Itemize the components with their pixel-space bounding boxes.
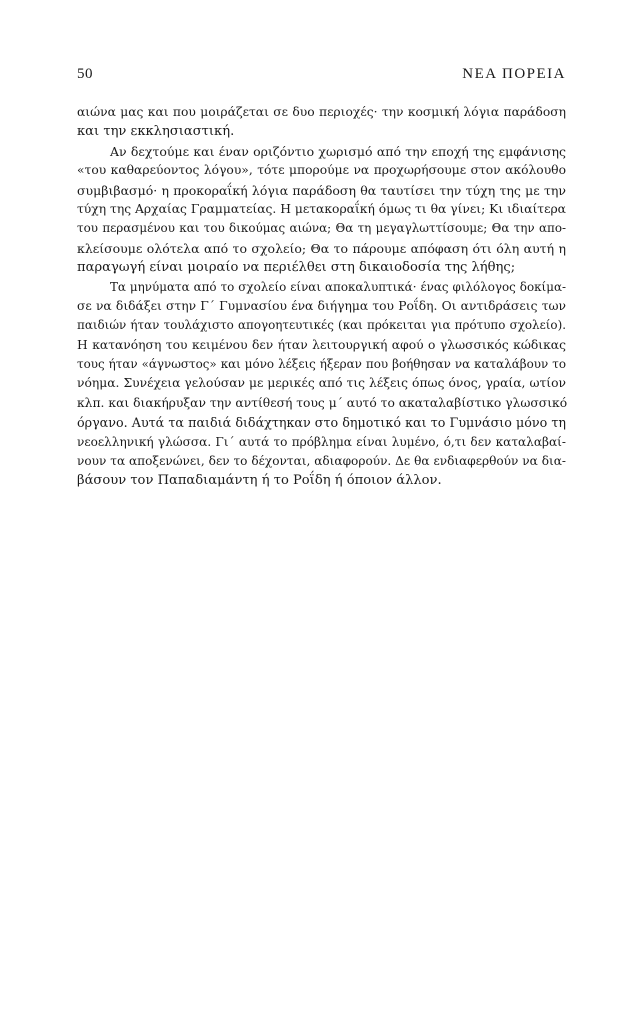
text-line: όργανο. Αυτά τα παιδιά διδάχτηκαν στο δημοτικό και το Γυμνάσιο μόνο τη <box>77 415 566 431</box>
text-line: κλείσουμε ολότελα από το σχολείο; Θα το πάρουμε απόφαση ότι όλη αυτή η <box>77 240 566 256</box>
text-line: βάσουν τον Παπαδιαμάντη ή το Ροΐδη ή όποιον άλλον. <box>77 473 442 489</box>
running-head <box>77 66 566 86</box>
text-line: Τα μηνύματα από το σχολείο είναι αποκαλυπτικά· ένας φιλόλογος δοκίμα- <box>110 279 566 294</box>
body-text <box>77 103 566 491</box>
text-line: νουν τα αποξενώνει, δεν το δέχονται, αδιαφορούν. Δε θα ενδιαφερθούν να δια- <box>77 454 566 469</box>
text-line: συμβιβασμό· η προκοραΐκή λόγια παράδοση θα ταυτίσει την τύχη της με την <box>77 182 566 198</box>
text-line: Η κατανόηση του κειμένου δεν ήταν λειτουργική αφού ο γλωσσικός κώδικας <box>77 337 566 352</box>
text-line: νεοελληνική γλώσσα. Γι΄ αυτά το πρόβλημα είναι λυμένο, ό,τι δεν καταλαβαί- <box>77 434 566 449</box>
text-line: παραγωγή είναι μοιραίο να περιέλθει στη δικαιοδοσία της λήθης; <box>77 260 516 276</box>
text-line: «του καθαρεύοντος λόγου», τότε μπορούμε να προχωρήσουμε στον ακόλουθο <box>77 163 566 178</box>
text-line: νόημα. Συνέχεια γελούσαν με μερικές από τις λέξεις όπως όνος, γραία, ωτίον <box>77 376 566 391</box>
text-line: αιώνα μας και που μοιράζεται σε δυο περιοχές· την κοσμική λόγια παράδοση <box>77 105 566 119</box>
page-number: 50 <box>77 66 93 82</box>
text-line: σε να διδάξει στην Γ΄ Γυμνασίου ένα διήγημα του Ροΐδη. Οι αντιδράσεις των <box>77 298 566 313</box>
text-line: παιδιών ήταν τουλάχιστο απογοητευτικές (και πρόκειται για πρότυπο σχολείο). <box>77 318 566 333</box>
text-line: τους ήταν «άγνωστος» και μόνο λέξεις ήξεραν που βοήθησαν να καταλάβουν το <box>77 357 566 372</box>
text-line: τύχη της Αρχαίας Γραμματείας. Η μετακοραΐκή όμως τι θα γίνει; Κι ιδιαίτερα <box>77 201 566 216</box>
text-line: του περασμένου και του δικούμας αιώνα; Θα τη μεγαγλωττίσουμε; Θα την απο- <box>77 221 566 236</box>
text-line: κλπ. και διακήρυξαν την αντίθεσή τους μ΄ αυτό το ακαταλαβίστικο γλωσσικό <box>77 395 568 410</box>
text-line: Αν δεχτούμε και έναν οριζόντιο χωρισμό από την εποχή της εμφάνισης <box>110 143 566 159</box>
text-line: και την εκκλησιαστική. <box>77 124 235 140</box>
journal-title: ΝΕΑ ΠΟΡΕΙΑ <box>462 66 566 82</box>
